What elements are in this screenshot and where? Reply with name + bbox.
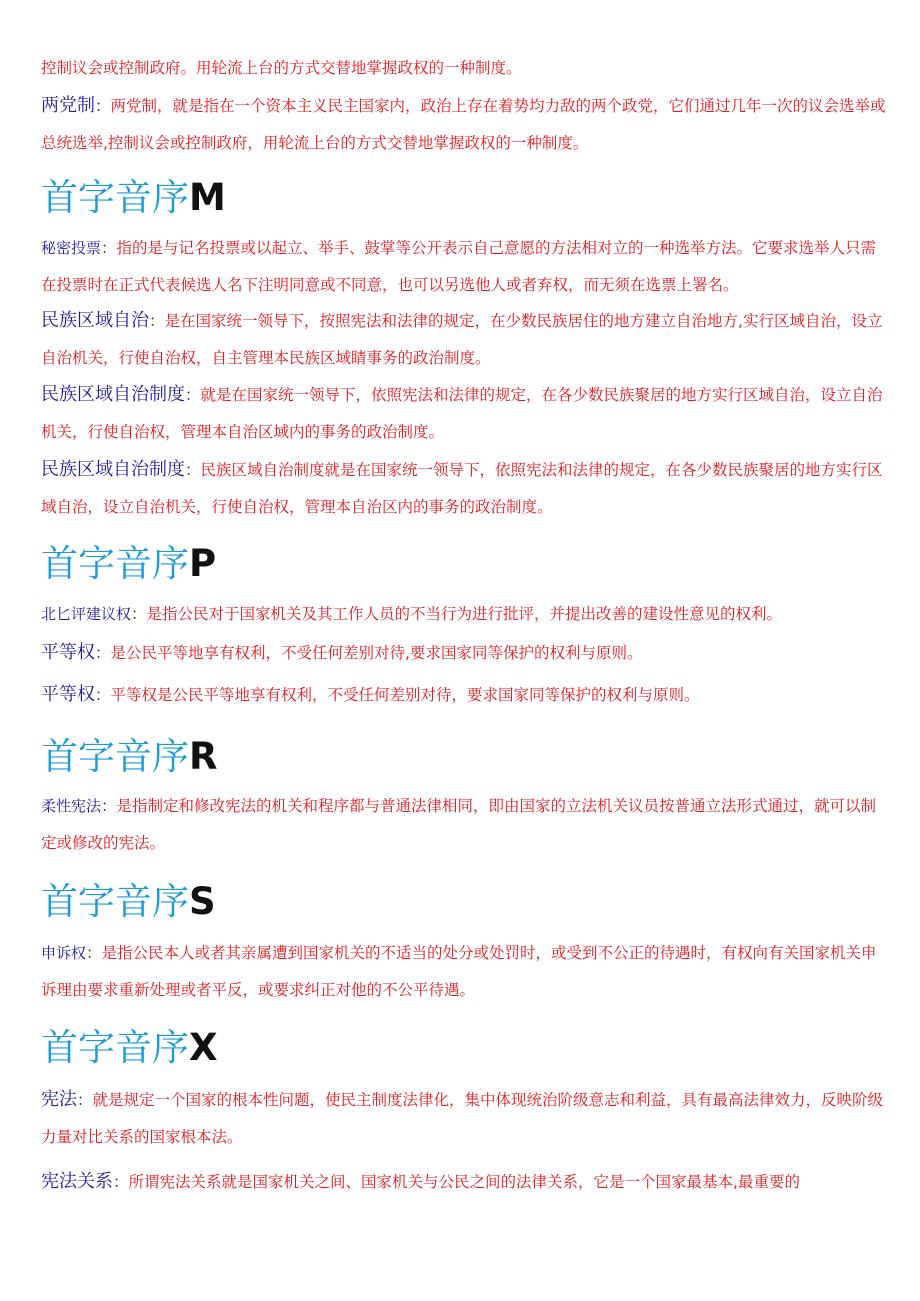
definition-paragraph — [41, 50, 891, 87]
definition-paragraph — [41, 1163, 891, 1201]
definition-text: 就是在国家统一领导下，依照宪法和法律的规定，在各少数民族聚居的地方实行区域自治，设立自治机关，行使自治权，管理本自治区域内的事务的政治制度。 — [41, 386, 883, 441]
definition-term: 平等权 — [41, 642, 95, 663]
definition-paragraph — [41, 230, 891, 304]
section-heading-text: 首字音序 — [41, 176, 189, 219]
definition-text: 是在国家统一领导下，按照宪法和法律的规定，在少数民族居住的地方建立自治地方,实行区域自治，设立自治机关，行使自治权，自主管理本民族区域睛事务的政治制度。 — [41, 312, 883, 367]
definition-text: 就是规定一个国家的根本性问题，使民主制度法律化，集中体现统治阶级意志和利益，具有最高法律效力，反映阶级力量对比关系的国家根本法。 — [41, 1091, 884, 1146]
term-separator: ： — [77, 1091, 93, 1109]
term-separator: ： — [131, 605, 147, 623]
section-heading-x — [41, 1022, 218, 1074]
term-separator: ： — [101, 797, 117, 815]
definition-text: 平等权是公民平等地享有权利，不受任何差别对待，要求国家同等保护的权利与原则。 — [110, 686, 700, 704]
definition-paragraph — [41, 634, 891, 672]
definition-text: 是指公民对于国家机关及其工作人员的不当行为进行批评，并提出改善的建设性意见的权利。 — [146, 605, 783, 623]
term-separator: ： — [95, 644, 111, 662]
section-heading-s — [41, 876, 216, 928]
definition-text: 指的是与记名投票或以起立、举手、鼓掌等公开表示自己意愿的方法相对立的一种选举方法。它要求选举人只需在投票时在正式代表候选人名下注明同意或不同意，也可以另选他人或者弃权，而无须在选票上署名。 — [41, 239, 877, 294]
definition-term: 柔性宪法 — [41, 797, 102, 815]
definition-text: 是指公民本人或者其亲属遭到国家机关的不适当的处分或处罚时，或受到不公正的待遇时，有权向有关国家机关申诉理由要求重新处理或者平反，或要求纠正对他的不公平待遇。 — [41, 944, 877, 999]
definition-text: 民族区域自治制度就是在国家统一领导下，依照宪法和法律的规定，在各少数民族聚居的地方实行区域自治，设立自治机关，行使自治权，管理本自治区内的事务的政治制度。 — [41, 461, 883, 516]
section-heading-r — [41, 731, 218, 783]
section-heading-letter: S — [189, 880, 216, 923]
definition-term: 两党制 — [41, 95, 95, 116]
term-separator: ： — [185, 461, 201, 479]
definition-paragraph — [41, 596, 891, 633]
definition-term: 民族区域自治制度 — [41, 459, 185, 480]
section-heading-text: 首字音序 — [41, 735, 189, 778]
definition-paragraph — [41, 788, 891, 862]
definition-term: 申诉权 — [41, 944, 87, 962]
section-heading-letter: X — [189, 1026, 218, 1069]
definition-term: 宪法关系 — [41, 1171, 113, 1192]
section-heading-letter: P — [189, 542, 217, 585]
definition-paragraph — [41, 451, 891, 526]
term-separator: ： — [101, 239, 117, 257]
definition-text: 所谓宪法关系就是国家机关之间、国家机关与公民之间的法律关系，它是一个国家最基本,最重要的 — [128, 1173, 800, 1191]
definition-paragraph — [41, 87, 891, 162]
section-heading-letter: M — [189, 176, 226, 219]
definition-term: 民族区域自治制度 — [41, 384, 185, 405]
term-separator: ： — [95, 686, 111, 704]
section-heading-m — [41, 172, 226, 224]
definition-term: 北匕评建议权 — [41, 605, 132, 623]
term-separator: ： — [86, 944, 102, 962]
section-heading-text: 首字音序 — [41, 542, 189, 585]
term-separator: ： — [113, 1173, 129, 1191]
definition-term: 民族区域自治 — [41, 310, 149, 331]
definition-term: 平等权 — [41, 684, 95, 705]
definition-term: 秘密投票 — [41, 239, 102, 257]
definition-paragraph — [41, 1081, 891, 1156]
term-separator: ： — [185, 386, 201, 404]
definition-text: 控制议会或控制政府。用轮流上台的方式交替地掌握政权的一种制度。 — [41, 59, 522, 77]
section-heading-text: 首字音序 — [41, 1026, 189, 1069]
section-heading-p — [41, 538, 216, 590]
term-separator: ： — [149, 312, 165, 330]
definition-text: 是指制定和修改宪法的机关和程序都与普通法律相同，即由国家的立法机关议员按普通立法形式通过，就可以制定或修改的宪法。 — [41, 797, 877, 852]
definition-paragraph — [41, 376, 891, 451]
definition-term: 宪法 — [41, 1089, 77, 1110]
definition-paragraph — [41, 676, 891, 714]
definition-text: 是公民平等地享有权利，不受任何差别对待,要求国家同等保护的权利与原则。 — [110, 644, 643, 662]
definition-paragraph — [41, 935, 891, 1009]
section-heading-text: 首字音序 — [41, 880, 189, 923]
section-heading-letter: R — [189, 735, 218, 778]
term-separator: ： — [95, 97, 111, 115]
definition-text: 两党制，就是指在一个资本主义民主国家内，政治上存在着势均力敌的两个政党，它们通过几年一次的议会选举或总统选举,控制议会或控制政府，用轮流上台的方式交替地掌握政权的一种制度。 — [41, 97, 886, 152]
definition-paragraph — [41, 302, 891, 377]
